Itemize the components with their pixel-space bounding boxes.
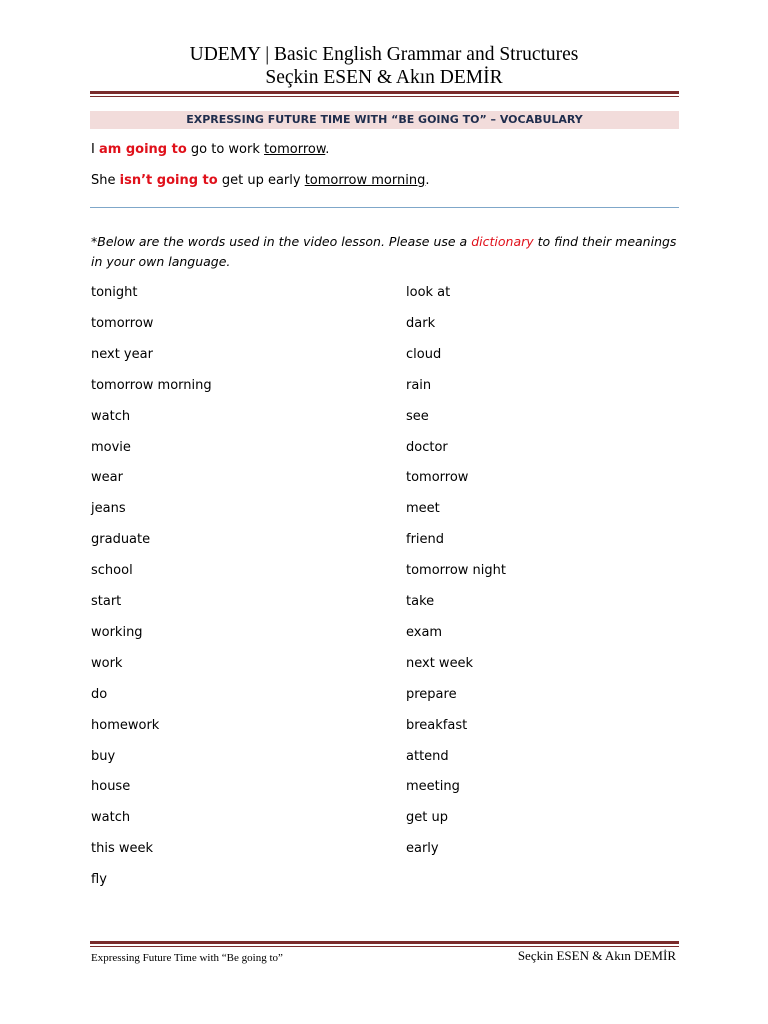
example-time-expression: tomorrow (264, 142, 326, 157)
footer-authors: Seçkin ESEN & Akın DEMİR (517, 948, 676, 963)
example-sentence-1 (91, 142, 329, 158)
vocabulary-word-left: work (91, 655, 123, 671)
vocabulary-word-right: attend (406, 748, 449, 764)
vocabulary-word-right: exam (406, 624, 443, 640)
example-sentence-2 (91, 173, 429, 189)
example-subject: I (91, 142, 95, 157)
example-verb-phrase: isn’t going to (119, 173, 218, 188)
vocabulary-word-left: tomorrow morning (91, 377, 212, 393)
section-banner: EXPRESSING FUTURE TIME WITH “BE GOING TO” – VOCABULARY (90, 111, 679, 129)
vocabulary-word-left: fly (91, 872, 107, 888)
example-time-expression: tomorrow morning (304, 173, 426, 188)
vocabulary-word-right: breakfast (406, 717, 468, 733)
vocabulary-word-right: get up (406, 810, 448, 826)
vocabulary-word-left: buy (91, 748, 116, 764)
footer-rule-thick (90, 941, 679, 944)
vocabulary-word-right: tomorrow (406, 470, 469, 486)
vocabulary-word-left: wear (91, 470, 123, 486)
example-verb-phrase: am going to (98, 142, 187, 157)
header-rule-thin (90, 96, 679, 97)
instruction-note (91, 232, 681, 271)
vocabulary-word-left: start (91, 594, 122, 609)
example-end: . (425, 173, 430, 188)
example-end: . (325, 142, 330, 157)
note-text-before: *Below are the words used in the video lesson. Please use a (91, 234, 468, 249)
vocabulary-word-right: early (406, 841, 439, 857)
vocabulary-word-right: tomorrow night (406, 563, 507, 579)
vocabulary-word-left: jeans (91, 501, 126, 517)
vocabulary-word-right: take (406, 594, 435, 609)
course-title: UDEMY | Basic English Grammar and Structures (189, 44, 579, 65)
vocabulary-word-left: movie (91, 439, 131, 455)
vocabulary-word-left: watch (91, 810, 131, 826)
note-text-after: to find their meanings in your own language. (91, 234, 677, 269)
vocabulary-word-right: meeting (406, 779, 460, 795)
vocabulary-word-right: rain (406, 377, 432, 393)
vocabulary-word-left: next year (91, 346, 153, 362)
vocabulary-word-right: see (406, 408, 429, 424)
header-rule-thick (90, 91, 679, 94)
vocabulary-word-right: next week (406, 655, 474, 671)
vocabulary-word-right: doctor (406, 439, 448, 455)
vocabulary-word-right: look at (406, 285, 451, 300)
dictionary-word: dictionary (471, 234, 534, 249)
vocabulary-word-right: meet (406, 501, 440, 517)
vocabulary-word-right: dark (406, 315, 436, 331)
vocabulary-word-left: tomorrow (91, 315, 154, 331)
vocabulary-word-left: school (91, 563, 133, 579)
vocabulary-word-left: tonight (91, 285, 138, 300)
footer-title: Expressing Future Time with “Be going to” (91, 952, 283, 964)
vocabulary-word-left: working (91, 624, 143, 640)
example-middle: go to work (190, 142, 260, 157)
vocabulary-word-left: watch (91, 408, 131, 424)
footer-rule-thin (90, 946, 679, 947)
vocabulary-word-right: friend (406, 532, 445, 548)
vocabulary-word-right: cloud (406, 346, 442, 362)
vocabulary-word-left: graduate (91, 532, 151, 548)
vocabulary-word-left: do (91, 686, 108, 702)
vocabulary-word-left: this week (91, 841, 154, 857)
example-subject: She (91, 173, 116, 188)
vocabulary-word-right: prepare (406, 686, 457, 702)
vocabulary-word-left: house (91, 779, 131, 795)
vocabulary-word-left: homework (91, 717, 160, 733)
section-divider (90, 207, 679, 208)
example-middle: get up early (221, 173, 301, 188)
authors-header: Seçkin ESEN & Akın DEMİR (265, 67, 503, 88)
